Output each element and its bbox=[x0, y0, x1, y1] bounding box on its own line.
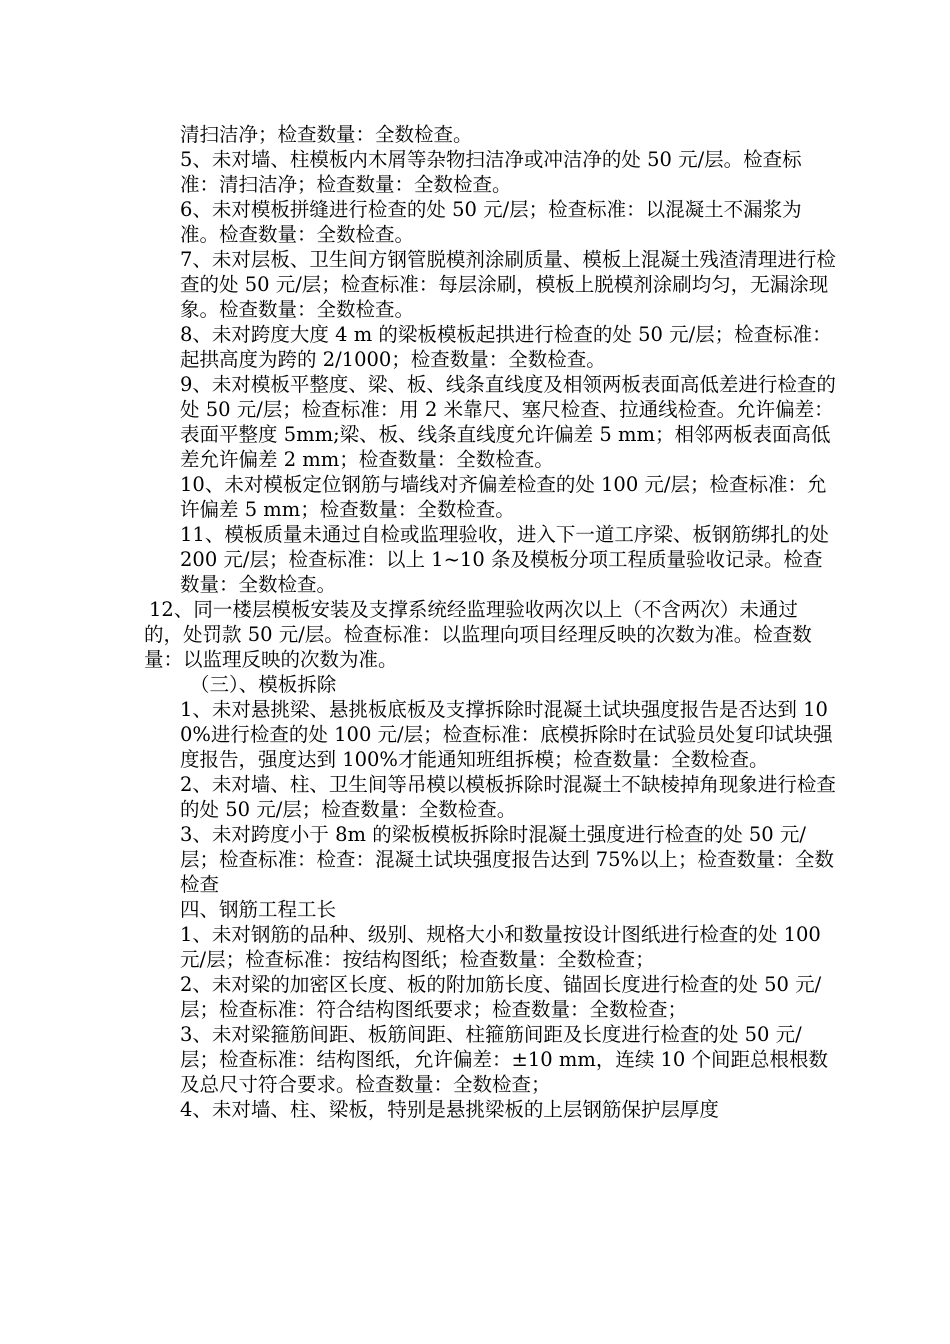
section-heading-rebar-foreman: 四、钢筋工程工长 bbox=[180, 898, 337, 921]
paragraph-rebar-item-1: 1、未对钢筋的品种、级别、规格大小和数量按设计图纸进行检查的处 100 元/层；检查标准：按结构图纸；检查数量：全数检查； bbox=[180, 923, 828, 971]
paragraph-line-0: 清扫洁净；检查数量：全数检查。 bbox=[180, 123, 473, 146]
paragraph-item-9: 9、未对模板平整度、梁、板、线条直线度及相领两板表面高低差进行检查的处 50 元/层；检查标准：用 2 米靠尺、塞尺检查、拉通线检查。允许偏差：表面平整度 5mm;梁、板、线条直线度允许偏差 5 mm；相邻两板表面高低差允许偏差 2 mm；检查数量：全数检查。 bbox=[180, 373, 836, 471]
paragraph-rebar-item-3: 3、未对梁箍筋间距、板筋间距、柱箍筋间距及长度进行检查的处 50 元/层；检查标准：结构图纸，允许偏差：±10 mm，连续 10 个间距总根根数及总尺寸符合要求。检查数量：全数检查； bbox=[180, 1023, 829, 1096]
paragraph-item-12: 12、同一楼层模板安装及支撑系统经监理验收两次以上（不含两次）未通过的，处罚款 50 元/层。检查标准：以监理向项目经理反映的次数为准。检查数量：以监理反映的次数为准。 bbox=[144, 598, 812, 671]
paragraph-item-11: 11、模板质量未通过自检或监理验收，进入下一道工序梁、板钢筋绑扎的处 200 元/层；检查标准：以上 1~10 条及模板分项工程质量验收记录。检查数量：全数检查。 bbox=[180, 523, 836, 596]
paragraph-rebar-item-2: 2、未对梁的加密区长度、板的附加筋长度、锚固长度进行检查的处 50 元/层；检查标准：符合结构图纸要求；检查数量：全数检查； bbox=[180, 973, 822, 1021]
paragraph-rebar-item-4: 4、未对墙、柱、梁板，特别是悬挑梁板的上层钢筋保护层厚度 bbox=[180, 1098, 719, 1121]
paragraph-removal-item-2: 2、未对墙、柱、卫生间等吊模以模板拆除时混凝土不缺棱掉角现象进行检查的处 50 元/层；检查数量：全数检查。 bbox=[180, 773, 836, 821]
paragraph-removal-item-1: 1、未对悬挑梁、悬挑板底板及支撑拆除时混凝土试块强度报告是否达到 100%进行检查的处 100 元/层；检查标准：底模拆除时在试验员处复印试块强度报告，强度达到 100%才能通知班组拆模；检查数量：全数检查。 bbox=[180, 698, 833, 771]
paragraph-item-6: 6、未对模板拼缝进行检查的处 50 元/层；检查标准：以混凝土不漏浆为准。检查数量：全数检查。 bbox=[180, 198, 802, 246]
section-heading-formwork-removal: （三）、模板拆除 bbox=[190, 673, 337, 696]
paragraph-item-5: 5、未对墙、柱模板内木屑等杂物扫洁净或冲洁净的处 50 元/层。检查标准：清扫洁净；检查数量：全数检查。 bbox=[180, 148, 802, 196]
paragraph-item-8: 8、未对跨度大度 4 m 的梁板模板起拱进行检查的处 50 元/层；检查标准：起拱高度为跨的 2/1000；检查数量：全数检查。 bbox=[180, 323, 832, 371]
paragraph-removal-item-3: 3、未对跨度小于 8m 的梁板模板拆除时混凝土强度进行检查的处 50 元/层；检查标准：检查：混凝土试块强度报告达到 75%以上；检查数量：全数检查 bbox=[180, 823, 835, 896]
paragraph-item-10: 10、未对模板定位钢筋与墙线对齐偏差检查的处 100 元/层；检查标准：允许偏差 5 mm；检查数量：全数检查。 bbox=[180, 473, 827, 521]
paragraph-item-7: 7、未对层板、卫生间方钢管脱模剂涂刷质量、模板上混凝土残渣清理进行检查的处 50 元/层；检查标准：每层涂刷，模板上脱模剂涂刷均匀，无漏涂现象。检查数量：全数检查。 bbox=[180, 248, 836, 321]
document-body bbox=[144, 122, 840, 1122]
